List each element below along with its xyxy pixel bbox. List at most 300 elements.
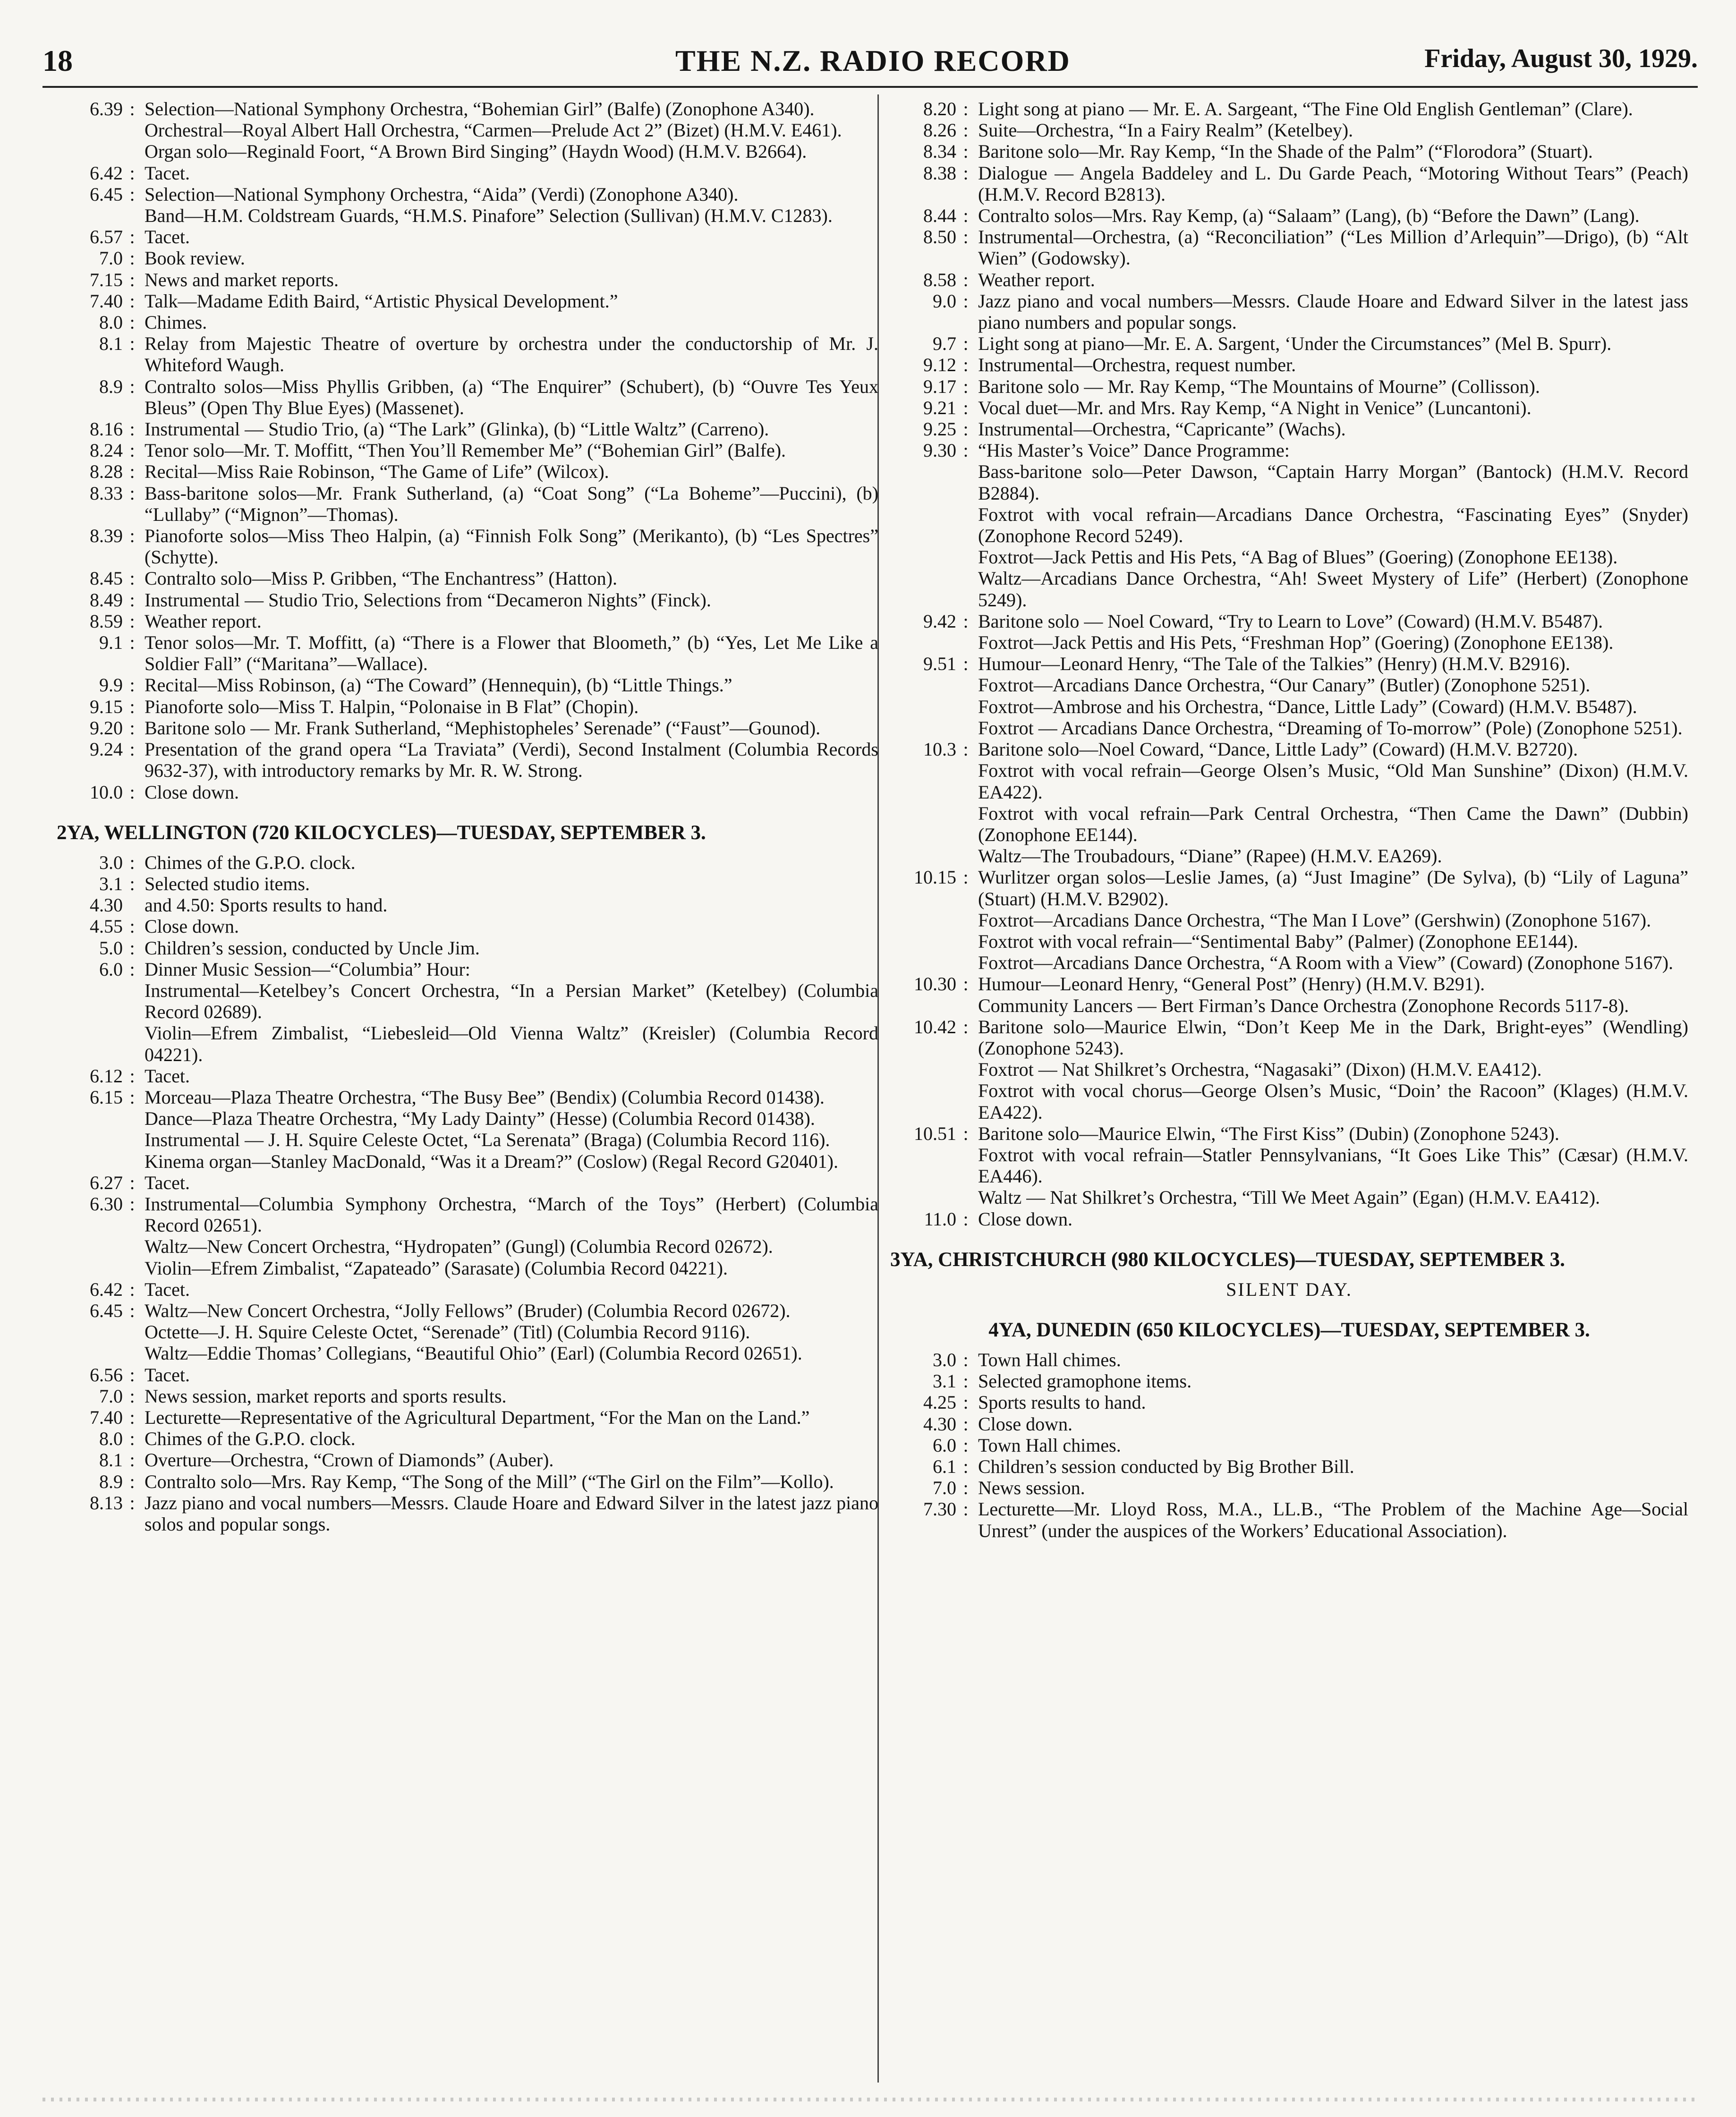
time-separator <box>956 931 975 952</box>
time-separator: : <box>963 1122 969 1144</box>
program-entry <box>890 290 1688 333</box>
program-time <box>890 717 956 739</box>
program-time: 7.40 <box>90 290 123 312</box>
program-description: Baritone solo — Mr. Ray Kemp, “The Mountains of Mourne” (Collisson). <box>978 375 1540 397</box>
program-entry <box>57 1364 878 1386</box>
program-entry <box>57 1407 878 1428</box>
program-time <box>57 1236 123 1257</box>
program-entry <box>890 1392 1688 1413</box>
time-separator <box>956 461 975 503</box>
program-time: 9.12 <box>923 354 956 376</box>
program-description: Selected studio items. <box>145 873 310 894</box>
time-separator: : <box>129 247 135 269</box>
program-description: and 4.50: Sports results to hand. <box>145 894 388 916</box>
program-list-2ya <box>57 852 878 1535</box>
program-description: Weather report. <box>978 269 1095 290</box>
time-separator: : <box>129 717 135 739</box>
program-entry <box>890 867 1688 909</box>
time-separator: : <box>963 1016 969 1037</box>
program-time <box>890 931 956 952</box>
time-separator: : <box>963 610 969 632</box>
time-separator <box>956 504 975 546</box>
time-separator <box>956 995 975 1016</box>
program-description: Waltz — Nat Shilkret’s Orchestra, “Till We Meet Again” (Egan) (H.M.V. EA412). <box>978 1187 1600 1208</box>
program-description: “His Master’s Voice” Dance Programme: <box>978 440 1290 461</box>
program-time: 8.38 <box>923 162 956 184</box>
program-description: Band—H.M. Coldstream Guards, “H.M.S. Pinafore” Selection (Sullivan) (H.M.V. C1283). <box>145 205 833 227</box>
program-entry <box>890 632 1688 653</box>
program-time: 8.16 <box>90 418 123 440</box>
program-entry <box>890 333 1688 354</box>
program-entry <box>57 1300 878 1321</box>
program-entry <box>890 931 1688 952</box>
program-time: 10.3 <box>923 739 956 760</box>
program-time: 5.0 <box>99 937 123 959</box>
time-separator: : <box>129 1364 135 1386</box>
time-separator: : <box>129 461 135 483</box>
program-description: Jazz piano and vocal numbers—Messrs. Claude Hoare and Edward Silver in the latest jazz piano solos and popular songs. <box>145 1492 878 1535</box>
program-description: Waltz—New Concert Orchestra, “Hydropaten” (Gungl) (Columbia Record 02672). <box>145 1236 773 1258</box>
program-time: 8.44 <box>923 205 956 227</box>
time-separator <box>123 205 142 226</box>
program-time: 3.0 <box>99 851 123 873</box>
program-entry <box>57 1279 878 1300</box>
program-time: 7.0 <box>99 1385 123 1407</box>
time-separator: : <box>963 290 969 312</box>
time-separator: : <box>963 1413 969 1435</box>
program-description: Foxtrot — Arcadians Dance Orchestra, “Dreaming of To-morrow” (Pole) (Zonophone 5251). <box>978 717 1683 739</box>
program-entry <box>890 376 1688 397</box>
time-separator <box>123 141 142 162</box>
program-entry <box>57 589 878 611</box>
program-time <box>890 760 956 802</box>
program-entry <box>890 952 1688 973</box>
program-description: Close down. <box>145 781 239 803</box>
time-separator: : <box>963 973 969 995</box>
program-time <box>57 980 123 1022</box>
program-time: 6.45 <box>90 183 123 205</box>
program-description: Selection—National Symphony Orchestra, “Aida” (Verdi) (Zonophone A340). <box>145 183 739 205</box>
program-description: Instrumental — J. H. Squire Celeste Octet, “La Serenata” (Braga) (Columbia Record 116). <box>145 1129 830 1151</box>
time-separator: : <box>963 1370 969 1392</box>
program-time <box>890 632 956 653</box>
time-separator <box>123 1236 142 1257</box>
program-description: Close down. <box>978 1208 1072 1230</box>
program-time: 9.15 <box>90 696 123 717</box>
program-time: 10.51 <box>914 1122 956 1144</box>
program-entry <box>890 440 1688 461</box>
program-entry <box>890 973 1688 995</box>
time-separator: : <box>129 1193 135 1215</box>
time-separator: : <box>129 589 135 611</box>
program-time: 9.20 <box>90 717 123 739</box>
time-separator: : <box>129 916 135 937</box>
time-separator <box>956 760 975 802</box>
time-separator <box>956 845 975 867</box>
time-separator <box>956 674 975 696</box>
time-separator: : <box>963 226 969 248</box>
time-separator: : <box>963 98 969 119</box>
program-description: Talk—Madame Edith Baird, “Artistic Physical Development.” <box>145 290 618 312</box>
program-entry <box>57 162 878 184</box>
time-separator <box>123 119 142 141</box>
program-description: Violin—Efrem Zimbalist, “Liebesleid—Old Vienna Waltz” (Kreisler) (Columbia Record 04221). <box>145 1022 878 1065</box>
program-entry <box>57 1449 878 1471</box>
program-entry <box>57 1343 878 1364</box>
program-description: Baritone solo—Maurice Elwin, “The First Kiss” (Dubin) (Zonophone 5243). <box>978 1122 1559 1144</box>
program-time: 6.57 <box>90 226 123 248</box>
program-description: Foxtrot—Arcadians Dance Orchestra, “Our Canary” (Butler) (Zonophone 5251). <box>978 674 1591 696</box>
time-separator <box>123 1022 142 1065</box>
program-description: Foxtrot—Ambrose and his Orchestra, “Dance, Little Lady” (Coward) (H.M.V. B5487). <box>978 696 1637 717</box>
program-time <box>890 1187 956 1208</box>
program-time: 6.12 <box>90 1065 123 1087</box>
program-description: Chimes of the G.P.O. clock. <box>145 1428 356 1450</box>
program-time: 6.56 <box>90 1364 123 1386</box>
time-separator: : <box>129 183 135 205</box>
program-time: 3.1 <box>99 873 123 894</box>
program-entry <box>890 1208 1688 1230</box>
program-description: Tacet. <box>145 1065 190 1087</box>
program-entry <box>57 568 878 589</box>
time-separator: : <box>129 873 135 894</box>
program-time: 6.0 <box>99 958 123 980</box>
program-entry <box>57 1172 878 1193</box>
program-entry <box>890 141 1688 162</box>
program-description: Presentation of the grand opera “La Traviata” (Verdi), Second Instalment (Columbia Records 9632-37), with introductory remarks by Mr. R. W. Strong. <box>145 739 878 782</box>
program-time: 6.27 <box>90 1172 123 1193</box>
program-description: Instrumental—Columbia Symphony Orchestra, “March of the Toys” (Herbert) (Columbia Record 02651). <box>145 1193 878 1236</box>
program-description: Foxtrot—Arcadians Dance Orchestra, “The Man I Love” (Gershwin) (Zonophone 5167). <box>978 909 1651 931</box>
program-entry <box>890 1435 1688 1456</box>
newspaper-title: THE N.Z. RADIO RECORD <box>675 44 1071 77</box>
program-time: 8.33 <box>90 482 123 504</box>
program-time <box>57 1108 123 1129</box>
program-time <box>890 845 956 867</box>
program-description: Lecturette—Representative of the Agricultural Department, “For the Man on the Land.” <box>145 1406 810 1428</box>
program-description: Waltz—Eddie Thomas’ Collegians, “Beautiful Ohio” (Earl) (Columbia Record 02651). <box>145 1343 802 1364</box>
program-entry <box>890 803 1688 845</box>
program-description: Community Lancers — Bert Firman’s Dance Orchestra (Zonophone Records 5117-8). <box>978 995 1629 1016</box>
program-entry <box>890 504 1688 546</box>
program-entry <box>890 611 1688 632</box>
program-entry <box>57 739 878 781</box>
program-description: Tacet. <box>145 1172 190 1193</box>
program-entry <box>57 1321 878 1343</box>
time-separator <box>956 568 975 610</box>
program-entry <box>57 1428 878 1449</box>
time-separator <box>123 980 142 1022</box>
time-separator <box>123 1343 142 1364</box>
program-entry <box>57 1193 878 1236</box>
program-description: Instrumental—Orchestra, “Capricante” (Wachs). <box>978 418 1346 440</box>
program-description: Foxtrot with vocal refrain—Statler Pennsylvanians, “It Goes Like This” (Cæsar) (H.M.V. EA446). <box>978 1144 1688 1187</box>
program-description: Waltz—New Concert Orchestra, “Jolly Fellows” (Bruder) (Columbia Record 02672). <box>145 1300 791 1321</box>
program-entry <box>57 852 878 873</box>
station-heading-2ya: 2YA, WELLINGTON (720 KILOCYCLES)—TUESDAY, SEPTEMBER 3. <box>57 821 706 844</box>
time-separator: : <box>129 290 135 312</box>
program-entry <box>57 1258 878 1279</box>
program-entry <box>57 959 878 980</box>
time-separator: : <box>129 1385 135 1407</box>
program-entry <box>57 226 878 247</box>
program-time <box>890 696 956 717</box>
time-separator: : <box>129 482 135 504</box>
program-entry <box>890 1498 1688 1541</box>
time-separator: : <box>963 1498 969 1520</box>
time-separator: : <box>129 226 135 248</box>
time-separator <box>123 1151 142 1172</box>
program-time: 8.9 <box>99 375 123 397</box>
program-entry <box>890 1477 1688 1498</box>
program-entry <box>890 568 1688 610</box>
time-separator <box>123 1108 142 1129</box>
program-entry <box>57 1492 878 1535</box>
time-separator: : <box>963 1349 969 1370</box>
time-separator: : <box>963 653 969 675</box>
program-description: Octette—J. H. Squire Celeste Octet, “Serenade” (Titl) (Columbia Record 9116). <box>145 1321 750 1343</box>
program-time: 9.30 <box>923 440 956 461</box>
program-entry <box>890 119 1688 141</box>
program-description: News and market reports. <box>145 269 339 290</box>
program-time: 8.39 <box>90 525 123 547</box>
program-time: 4.30 <box>90 894 123 916</box>
program-time: 4.30 <box>923 1413 956 1435</box>
time-separator: : <box>129 269 135 290</box>
program-description: News session, market reports and sports results. <box>145 1385 507 1407</box>
time-separator: : <box>963 269 969 290</box>
program-time: 6.45 <box>90 1300 123 1321</box>
program-description: Chimes of the G.P.O. clock. <box>145 851 356 873</box>
program-time: 8.9 <box>99 1471 123 1492</box>
time-separator <box>123 1321 142 1343</box>
time-separator: : <box>129 1428 135 1450</box>
program-description: Sports results to hand. <box>978 1392 1146 1413</box>
time-separator: : <box>963 205 969 227</box>
program-time: 3.1 <box>933 1370 956 1392</box>
program-entry <box>57 461 878 482</box>
time-separator: : <box>963 141 969 162</box>
program-description: Foxtrot with vocal chorus—George Olsen’s Music, “Doin’ the Racoon” (Klages) (H.M.V. EA422). <box>978 1080 1688 1123</box>
program-entry <box>57 525 878 568</box>
time-separator: : <box>129 1086 135 1108</box>
program-entry <box>890 397 1688 418</box>
program-description: Foxtrot—Jack Pettis and His Pets, “A Bag of Blues” (Goering) (Zonophone EE138). <box>978 546 1618 568</box>
program-entry <box>890 1349 1688 1370</box>
program-entry <box>890 1059 1688 1080</box>
time-separator: : <box>129 1471 135 1492</box>
program-entry <box>57 312 878 333</box>
program-entry <box>890 354 1688 375</box>
time-separator: : <box>963 440 969 461</box>
program-time: 6.42 <box>90 162 123 184</box>
program-time: 7.15 <box>90 269 123 290</box>
program-description: Children’s session conducted by Big Brother Bill. <box>978 1455 1354 1477</box>
program-time: 10.42 <box>914 1016 956 1037</box>
program-description: Foxtrot—Jack Pettis and His Pets, “Freshman Hop” (Goering) (Zonophone EE138). <box>978 632 1614 654</box>
program-description: Tacet. <box>145 1364 190 1386</box>
program-entry <box>57 894 878 916</box>
program-time: 8.24 <box>90 440 123 461</box>
program-entry <box>57 1151 878 1172</box>
program-time: 8.26 <box>923 119 956 141</box>
program-entry <box>890 760 1688 802</box>
program-entry <box>57 1386 878 1407</box>
time-separator: : <box>129 162 135 184</box>
time-separator: : <box>129 525 135 547</box>
program-description: Orchestral—Royal Albert Hall Orchestra, “Carmen—Prelude Act 2” (Bizet) (H.M.V. E461). <box>145 119 842 141</box>
program-time: 8.0 <box>99 312 123 333</box>
time-separator: : <box>129 440 135 461</box>
program-time: 7.0 <box>99 247 123 269</box>
program-time <box>57 1022 123 1065</box>
program-time: 6.15 <box>90 1086 123 1108</box>
time-separator: : <box>129 632 135 654</box>
time-separator: : <box>129 781 135 803</box>
program-entry <box>57 980 878 1022</box>
time-separator <box>956 1059 975 1080</box>
program-time: 9.24 <box>90 739 123 760</box>
program-description: Instrumental—Ketelbey’s Concert Orchestra, “In a Persian Market” (Ketelbey) (Columbia Record 02689). <box>145 979 878 1023</box>
program-description: Close down. <box>145 916 239 937</box>
program-description: Recital—Miss Raie Robinson, “The Game of Life” (Wilcox). <box>145 461 609 483</box>
time-separator: : <box>129 98 135 119</box>
program-time: 9.51 <box>923 653 956 675</box>
program-description: Bass-baritone solos—Mr. Frank Sutherland, (a) “Coat Song” (“La Boheme”—Puccini), (b) “Lullaby” (“Mignon”—Thomas). <box>145 482 878 525</box>
time-separator: : <box>963 1208 969 1230</box>
program-entry <box>890 162 1688 205</box>
time-separator: : <box>963 739 969 760</box>
program-time <box>890 568 956 610</box>
program-time <box>57 1321 123 1343</box>
time-separator: : <box>963 397 969 418</box>
program-description: Instrumental — Studio Trio, (a) “The Lark” (Glinka), (b) “Little Waltz” (Carreno). <box>145 418 769 440</box>
time-separator: : <box>963 1434 969 1456</box>
program-entry <box>57 98 878 119</box>
program-description: Suite—Orchestra, “In a Fairy Realm” (Ketelbey). <box>978 119 1353 141</box>
time-separator: : <box>963 1392 969 1413</box>
time-separator <box>956 717 975 739</box>
time-separator: : <box>129 418 135 440</box>
program-time <box>57 119 123 141</box>
time-separator: : <box>129 739 135 760</box>
program-entry <box>890 205 1688 226</box>
program-description: Contralto solos—Miss Phyllis Gribben, (a) “The Enquirer” (Schubert), (b) “Ouvre Tes Yeux Bleus” (Open Thy Blue Eyes) (Massenet). <box>145 375 878 418</box>
program-description: Contralto solos—Mrs. Ray Kemp, (a) “Salaam” (Lang), (b) “Before the Dawn” (Lang). <box>978 205 1640 227</box>
program-entry <box>57 1087 878 1108</box>
program-description: Foxtrot — Nat Shilkret’s Orchestra, “Nagasaki” (Dixon) (H.M.V. EA412). <box>978 1059 1542 1080</box>
program-description: Close down. <box>978 1413 1072 1435</box>
program-time: 9.0 <box>933 290 956 312</box>
program-entry <box>57 1471 878 1492</box>
time-separator: : <box>963 162 969 184</box>
program-description: Dinner Music Session—“Columbia” Hour: <box>145 958 470 980</box>
station-heading-4ya: 4YA, DUNEDIN (650 KILOCYCLES)—TUESDAY, SEPTEMBER 3. <box>988 1318 1590 1341</box>
program-entry <box>57 141 878 162</box>
time-separator: : <box>963 1477 969 1499</box>
program-description: Relay from Majestic Theatre of overture by orchestra under the conductorship of Mr. J. Whiteford Waugh. <box>145 333 878 376</box>
program-time: 8.13 <box>90 1492 123 1513</box>
program-entry <box>890 1370 1688 1392</box>
silent-day-notice: SILENT DAY. <box>1226 1278 1353 1300</box>
time-separator: : <box>129 568 135 589</box>
program-description: Morceau—Plaza Theatre Orchestra, “The Busy Bee” (Bendix) (Columbia Record 01438). <box>145 1086 825 1108</box>
program-description: Pianoforte solos—Miss Theo Halpin, (a) “Finnish Folk Song” (Merikanto), (b) “Les Spectres” (Schytte). <box>145 525 878 568</box>
program-description: Town Hall chimes. <box>978 1349 1121 1370</box>
time-separator <box>956 1144 975 1187</box>
right-column <box>890 98 1688 1541</box>
program-time: 7.0 <box>933 1477 956 1499</box>
program-description: Humour—Leonard Henry, “The Tale of the Talkies” (Henry) (H.M.V. B2916). <box>978 653 1570 675</box>
time-separator: : <box>963 1455 969 1477</box>
program-time: 6.1 <box>933 1455 956 1477</box>
program-description: Baritone solo — Noel Coward, “Try to Learn to Love” (Coward) (H.M.V. B5487). <box>978 610 1603 632</box>
program-description: Children’s session, conducted by Uncle Jim. <box>145 937 480 959</box>
program-time <box>890 803 956 845</box>
program-entry <box>57 1129 878 1150</box>
program-description: Foxtrot—Arcadians Dance Orchestra, “A Room with a View” (Coward) (Zonophone 5167). <box>978 952 1674 974</box>
program-description: Baritone solo — Mr. Frank Sutherland, “Mephistopheles’ Serenade” (“Faust”—Gounod). <box>145 717 821 739</box>
time-separator: : <box>963 119 969 141</box>
program-time <box>890 546 956 568</box>
program-time: 4.25 <box>923 1392 956 1413</box>
time-separator: : <box>129 1406 135 1428</box>
time-separator: : <box>129 375 135 397</box>
program-description: News session. <box>978 1477 1085 1499</box>
program-entry <box>57 290 878 312</box>
program-description: Foxtrot with vocal refrain—Park Central Orchestra, “Then Came the Dawn” (Dubbin) (Zonophone EE144). <box>978 802 1688 845</box>
program-time: 6.0 <box>933 1434 956 1456</box>
program-time: 9.42 <box>923 610 956 632</box>
program-description: Baritone solo—Noel Coward, “Dance, Little Lady” (Coward) (H.M.V. B2720). <box>978 739 1578 760</box>
page-edge-noise <box>43 2098 1698 2101</box>
program-description: Baritone solo—Maurice Elwin, “Don’t Keep Me in the Dark, Bright-eyes” (Wendling) (Zonophone 5243). <box>978 1016 1688 1059</box>
time-separator: : <box>963 867 969 888</box>
program-entry <box>57 717 878 739</box>
time-separator: : <box>129 696 135 717</box>
program-description: Baritone solo—Mr. Ray Kemp, “In the Shade of the Palm” (“Florodora” (Stuart). <box>978 141 1593 162</box>
program-description: Contralto solo—Miss P. Gribben, “The Enchantress” (Hatton). <box>145 568 617 589</box>
program-entry <box>57 184 878 205</box>
program-entry <box>890 845 1688 867</box>
program-entry <box>57 674 878 696</box>
program-time: 8.0 <box>99 1428 123 1450</box>
program-entry <box>890 1016 1688 1059</box>
program-entry <box>57 333 878 375</box>
program-description: Instrumental—Orchestra, request number. <box>978 354 1296 376</box>
program-time <box>890 1144 956 1187</box>
program-description: Tenor solos—Mr. T. Moffitt, (a) “There is a Flower that Bloometh,” (b) “Yes, Let Me Like a Soldier Fall” (“Maritana”—Wallace). <box>145 632 878 675</box>
program-entry <box>890 269 1688 290</box>
program-description: Wurlitzer organ solos—Leslie James, (a) “Just Imagine” (De Sylva), (b) “Lily of Laguna” (Stuart) (H.M.V. B2902). <box>978 867 1688 910</box>
program-entry <box>890 461 1688 503</box>
program-time: 8.49 <box>90 589 123 611</box>
program-entry <box>57 205 878 226</box>
program-description: Violin—Efrem Zimbalist, “Zapateado” (Sarasate) (Columbia Record 04221). <box>145 1257 728 1279</box>
issue-date: Friday, August 30, 1929. <box>1424 44 1698 73</box>
program-list-2ya-continued <box>890 98 1688 1230</box>
time-separator <box>956 1187 975 1208</box>
program-entry <box>57 1022 878 1065</box>
program-description: Book review. <box>145 247 245 269</box>
program-entry <box>890 1080 1688 1122</box>
time-separator: : <box>129 610 135 632</box>
program-description: Tacet. <box>145 1278 190 1300</box>
program-time: 8.20 <box>923 98 956 119</box>
left-column <box>57 98 878 1535</box>
program-description: Town Hall chimes. <box>978 1434 1121 1456</box>
program-time: 11.0 <box>924 1208 956 1230</box>
